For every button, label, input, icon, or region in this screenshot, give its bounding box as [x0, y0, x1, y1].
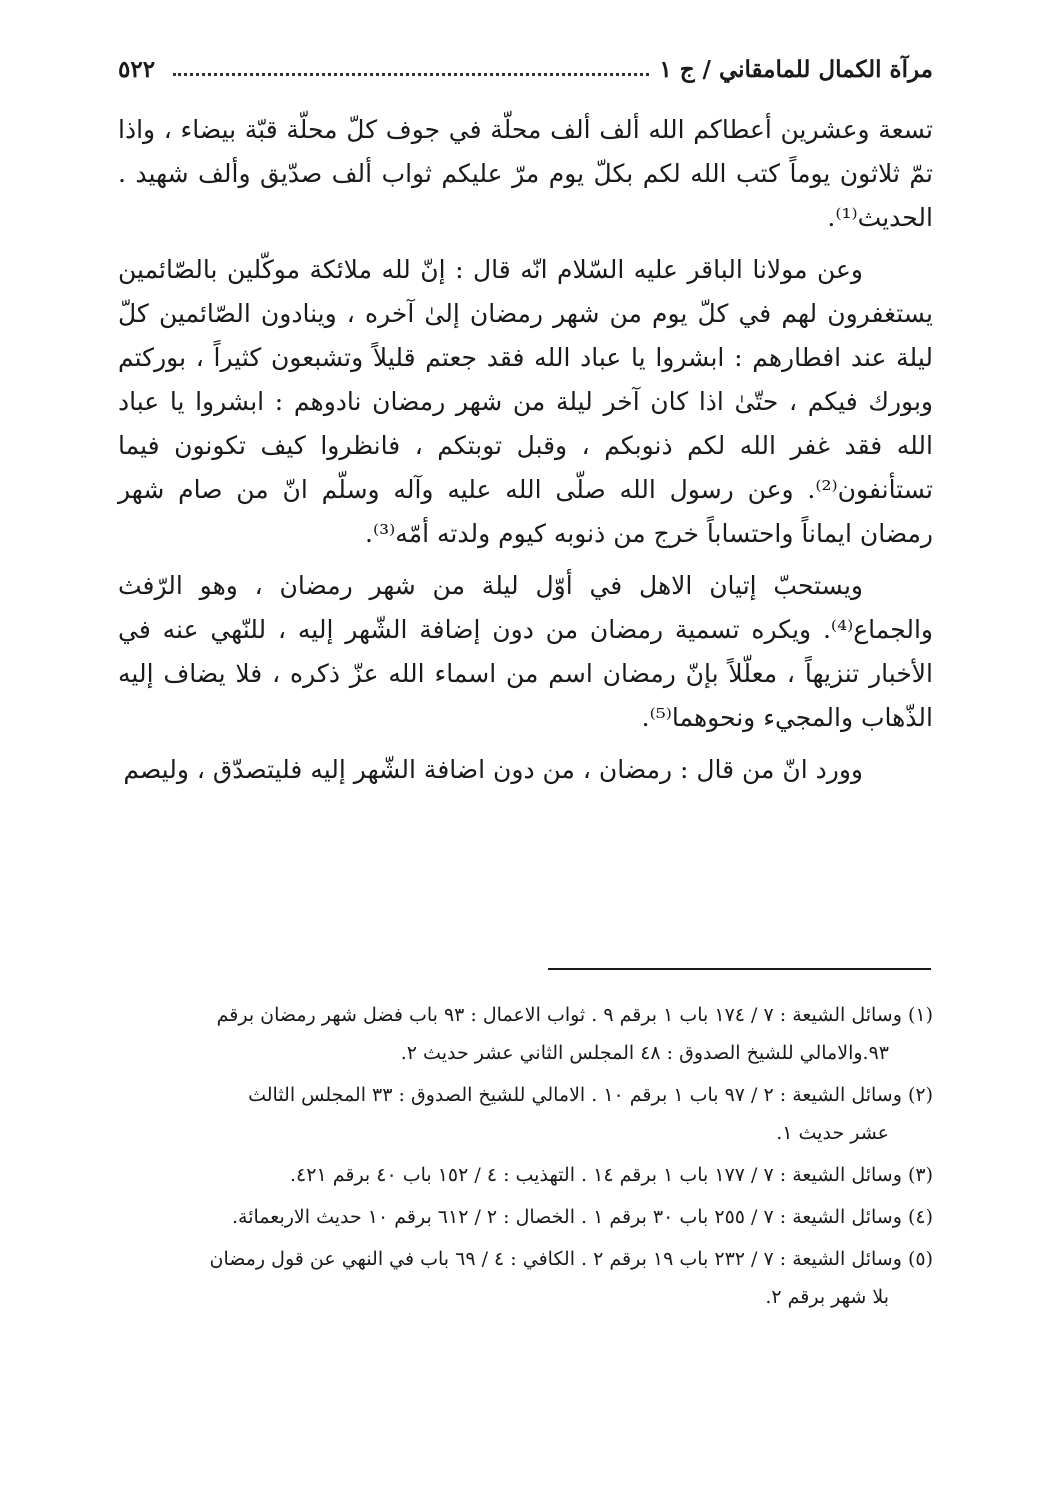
running-header	[118, 50, 933, 90]
paragraph: وعن مولانا الباقر عليه السّلام انّه قال : إنّ لله ملائكة موكّلين بالصّائمين يستغفرون لهم في كلّ يوم من شهر رمضان إلىٰ آخره ، وينادون الصّائمين كلّ ليلة عند افطارهم : ابشروا يا عباد الله فقد جعتم قليلاً وتشبعون كثيراً ، بوركتم وبورك فيكم ، حتّىٰ اذا كان آخر ليلة من شهر رمضان نادوهم : ابشروا يا عباد الله فقد غفر الله لكم ذنوبكم ، وقبل توبتكم ، فانظروا كيف تكونون فيما تستأنفون⁽²⁾. وعن رسول الله صلّى الله عليه وآله وسلّم انّ من صام شهر رمضان ايماناً واحتساباً خرج من ذنوبه كيوم ولدته أمّه⁽³⁾.	[118, 255, 933, 548]
main-text	[118, 108, 933, 800]
footnote	[118, 1156, 933, 1194]
leader-dots	[173, 73, 649, 76]
footnote-text: (٢) وسائل الشيعة : ٢ / ٩٧ باب ١ برقم ١٠ . الامالي للشيخ الصدوق : ٣٣ المجلس الثالث	[248, 1084, 933, 1106]
footnote-continuation: بلا شهر برقم ٢.	[765, 1286, 889, 1308]
footnote	[118, 1076, 933, 1152]
footnote-continuation: ٩٣.والامالي للشيخ الصدوق : ٤٨ المجلس الثاني عشر حديث ٢.	[400, 1042, 889, 1064]
page-number: ٥٢٢	[118, 56, 156, 83]
footnote	[118, 996, 933, 1072]
footnote-separator	[548, 968, 931, 970]
footnote-text: (٣) وسائل الشيعة : ٧ / ١٧٧ باب ١ برقم ١٤ . التهذيب : ٤ / ١٥٢ باب ٤٠ برقم ٤٢١.	[290, 1164, 933, 1186]
book-title: مرآة الكمال للمامقاني / ج ١	[659, 56, 933, 83]
footnote-continuation: عشر حديث ١.	[776, 1122, 889, 1144]
paragraph: وورد انّ من قال : رمضان ، من دون اضافة الشّهر إليه فليتصدّق ، وليصم	[123, 755, 863, 784]
footnote	[118, 1240, 933, 1316]
paragraph: تسعة وعشرين أعطاكم الله ألف ألف محلّة في جوف كلّ محلّة قبّة بيضاء ، واذا تمّ ثلاثون يوماً كتب الله لكم بكلّ يوم مرّ عليكم ثواب ألف صدّيق وألف شهيد . الحديث⁽¹⁾.	[118, 115, 933, 232]
footnote-text: (٥) وسائل الشيعة : ٧ / ٢٣٢ باب ١٩ برقم ٢ . الكافي : ٤ / ٦٩ باب في النهي عن قول رمضان	[209, 1248, 933, 1270]
footnote-text: (١) وسائل الشيعة : ٧ / ١٧٤ باب ١ برقم ٩ . ثواب الاعمال : ٩٣ باب فضل شهر رمضان برقم	[216, 1004, 933, 1026]
footnotes	[118, 996, 933, 1320]
footnote-text: (٤) وسائل الشيعة : ٧ / ٢٥٥ باب ٣٠ برقم ١ . الخصال : ٢ / ٦١٢ برقم ١٠ حديث الاربعمائة.	[232, 1206, 933, 1228]
footnote	[118, 1198, 933, 1236]
paragraph: ويستحبّ إتيان الاهل في أوّل ليلة من شهر رمضان ، وهو الرّفث والجماع⁽⁴⁾. ويكره تسمية رمضان من دون إضافة الشّهر إليه ، للنّهي عنه في الأخبار تنزيهاً ، معلّلاً بإنّ رمضان اسم من اسماء الله عزّ ذكره ، فلا يضاف إليه الذّهاب والمجيء ونحوهما⁽⁵⁾.	[118, 571, 933, 732]
